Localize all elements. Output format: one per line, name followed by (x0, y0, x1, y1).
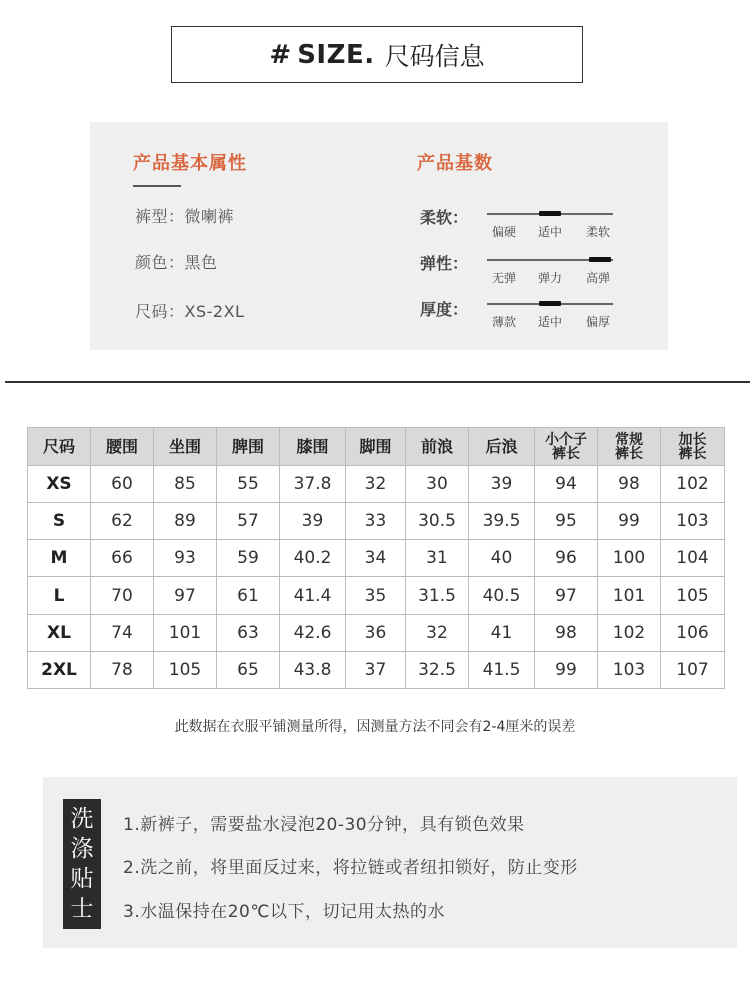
value-cell: 31.5 (406, 577, 469, 614)
scale-indicator (589, 257, 611, 262)
scale-tick: 适中 (537, 225, 563, 239)
header-hip: 坐围 (154, 428, 217, 466)
value-cell: 107 (661, 651, 725, 688)
thickness-label: 厚度： (420, 300, 469, 319)
value-cell: 85 (154, 466, 217, 503)
size-range: 尺码：XS-2XL (135, 302, 245, 321)
value-cell: 30.5 (406, 503, 469, 540)
value-cell: 97 (535, 577, 598, 614)
elasticity-scale (487, 259, 613, 283)
value-cell: 41.5 (469, 651, 535, 688)
value-cell: 57 (217, 503, 280, 540)
color: 颜色：黑色 (135, 253, 218, 272)
value-cell: 60 (91, 466, 154, 503)
table-row (28, 466, 725, 503)
value-cell: 42.6 (280, 614, 346, 651)
value-cell: 39 (469, 466, 535, 503)
scale-tick: 高弹 (585, 271, 611, 285)
value-cell: 102 (598, 614, 661, 651)
header-line: 裤长 (678, 445, 707, 462)
header-thigh: 脾围 (217, 428, 280, 466)
scale-indicator (539, 301, 561, 306)
value-cell: 98 (535, 614, 598, 651)
value-cell: 105 (661, 577, 725, 614)
value-cell: 32 (406, 614, 469, 651)
value-cell: 30 (406, 466, 469, 503)
value-cell: 97 (154, 577, 217, 614)
care-tips-tag (63, 799, 101, 929)
section-divider (5, 381, 750, 383)
value-cell: 105 (154, 651, 217, 688)
softness-scale (487, 213, 613, 237)
value-cell: 32 (346, 466, 406, 503)
value-cell: 104 (661, 540, 725, 577)
tag-char: 涤 (70, 836, 94, 862)
value-cell: 95 (535, 503, 598, 540)
value-cell: 40 (469, 540, 535, 577)
size-cell: M (28, 540, 91, 577)
size-cell: XL (28, 614, 91, 651)
value-cell: 62 (91, 503, 154, 540)
scale-tick: 偏厚 (585, 315, 611, 329)
value-cell: 59 (217, 540, 280, 577)
care-tips-panel (43, 777, 737, 948)
header-waist: 腰围 (91, 428, 154, 466)
table-row (28, 577, 725, 614)
params-title: 产品基数 (417, 153, 493, 174)
care-tip-2: 2.洗之前，将里面反过来，将拉链或者纽扣锁好，防止变形 (123, 858, 578, 878)
value-cell: 89 (154, 503, 217, 540)
value-cell: 41 (469, 614, 535, 651)
value-cell: 93 (154, 540, 217, 577)
value-cell: 94 (535, 466, 598, 503)
scale-tick: 无弹 (491, 271, 517, 285)
header-line: 裤长 (615, 445, 643, 462)
table-row (28, 651, 725, 688)
value-cell: 61 (217, 577, 280, 614)
header-line: 加长 (678, 431, 707, 448)
value-cell: 101 (154, 614, 217, 651)
scale-tick: 适中 (537, 315, 563, 329)
tag-char: 洗 (70, 806, 94, 832)
care-tip-3: 3.水温保持在20℃以下，切记用太热的水 (123, 902, 445, 922)
value-cell: 36 (346, 614, 406, 651)
value-cell: 37.8 (280, 466, 346, 503)
value-cell: 40.2 (280, 540, 346, 577)
scale-tick: 偏硬 (491, 225, 517, 239)
value-cell: 40.5 (469, 577, 535, 614)
table-row (28, 503, 725, 540)
scale-indicator (539, 211, 561, 216)
basic-attributes-title: 产品基本属性 (133, 153, 247, 174)
basic-title-underline (133, 185, 181, 187)
size-cell: 2XL (28, 651, 91, 688)
header-long-length (661, 428, 725, 466)
value-cell: 31 (406, 540, 469, 577)
title-cn: 尺码信息 (384, 41, 485, 71)
softness-label: 柔软： (420, 208, 469, 227)
elasticity-label: 弹性： (420, 254, 469, 273)
value-cell: 103 (661, 503, 725, 540)
header-line: 裤长 (552, 445, 580, 462)
care-tip-1: 1.新裤子，需要盐水浸泡20-30分钟，具有锁色效果 (123, 815, 525, 835)
value-cell: 65 (217, 651, 280, 688)
value-cell: 100 (598, 540, 661, 577)
value-cell: 63 (217, 614, 280, 651)
value-cell: 102 (661, 466, 725, 503)
size-cell: L (28, 577, 91, 614)
value-cell: 33 (346, 503, 406, 540)
header-size: 尺码 (28, 428, 91, 466)
header-line: 常规 (615, 431, 643, 448)
value-cell: 66 (91, 540, 154, 577)
value-cell: 70 (91, 577, 154, 614)
header-line: 小个子 (545, 431, 587, 448)
value-cell: 106 (661, 614, 725, 651)
value-cell: 39 (280, 503, 346, 540)
value-cell: 96 (535, 540, 598, 577)
value-cell: 101 (598, 577, 661, 614)
thickness-scale (487, 303, 613, 327)
value-cell: 41.4 (280, 577, 346, 614)
value-cell: 35 (346, 577, 406, 614)
measurement-note: 此数据在衣服平铺测量所得，因测量方法不同会有2-4厘米的误差 (174, 719, 576, 735)
value-cell: 32.5 (406, 651, 469, 688)
table-header-row (28, 428, 725, 466)
value-cell: 37 (346, 651, 406, 688)
value-cell: 39.5 (469, 503, 535, 540)
value-cell: 74 (91, 614, 154, 651)
size-cell: XS (28, 466, 91, 503)
size-table (27, 427, 725, 689)
title-hash: # (269, 39, 292, 70)
header-petite-length (535, 428, 598, 466)
value-cell: 78 (91, 651, 154, 688)
value-cell: 34 (346, 540, 406, 577)
scale-tick: 薄款 (491, 315, 517, 329)
tag-char: 贴 (70, 866, 94, 892)
value-cell: 99 (535, 651, 598, 688)
scale-tick: 柔软 (585, 225, 611, 239)
header-regular-length (598, 428, 661, 466)
table-row (28, 614, 725, 651)
scale-tick: 弹力 (537, 271, 563, 285)
value-cell: 99 (598, 503, 661, 540)
header-back-rise: 后浪 (469, 428, 535, 466)
title-en: SIZE. (297, 39, 375, 70)
page-title (171, 26, 583, 83)
value-cell: 98 (598, 466, 661, 503)
table-row (28, 540, 725, 577)
header-leg-opening: 脚围 (346, 428, 406, 466)
header-knee: 膝围 (280, 428, 346, 466)
tag-char: 士 (70, 896, 94, 922)
pants-type: 裤型：微喇裤 (135, 207, 235, 226)
header-front-rise: 前浪 (406, 428, 469, 466)
value-cell: 103 (598, 651, 661, 688)
attributes-panel (90, 122, 668, 350)
value-cell: 55 (217, 466, 280, 503)
table-body (28, 466, 725, 689)
value-cell: 43.8 (280, 651, 346, 688)
size-cell: S (28, 503, 91, 540)
